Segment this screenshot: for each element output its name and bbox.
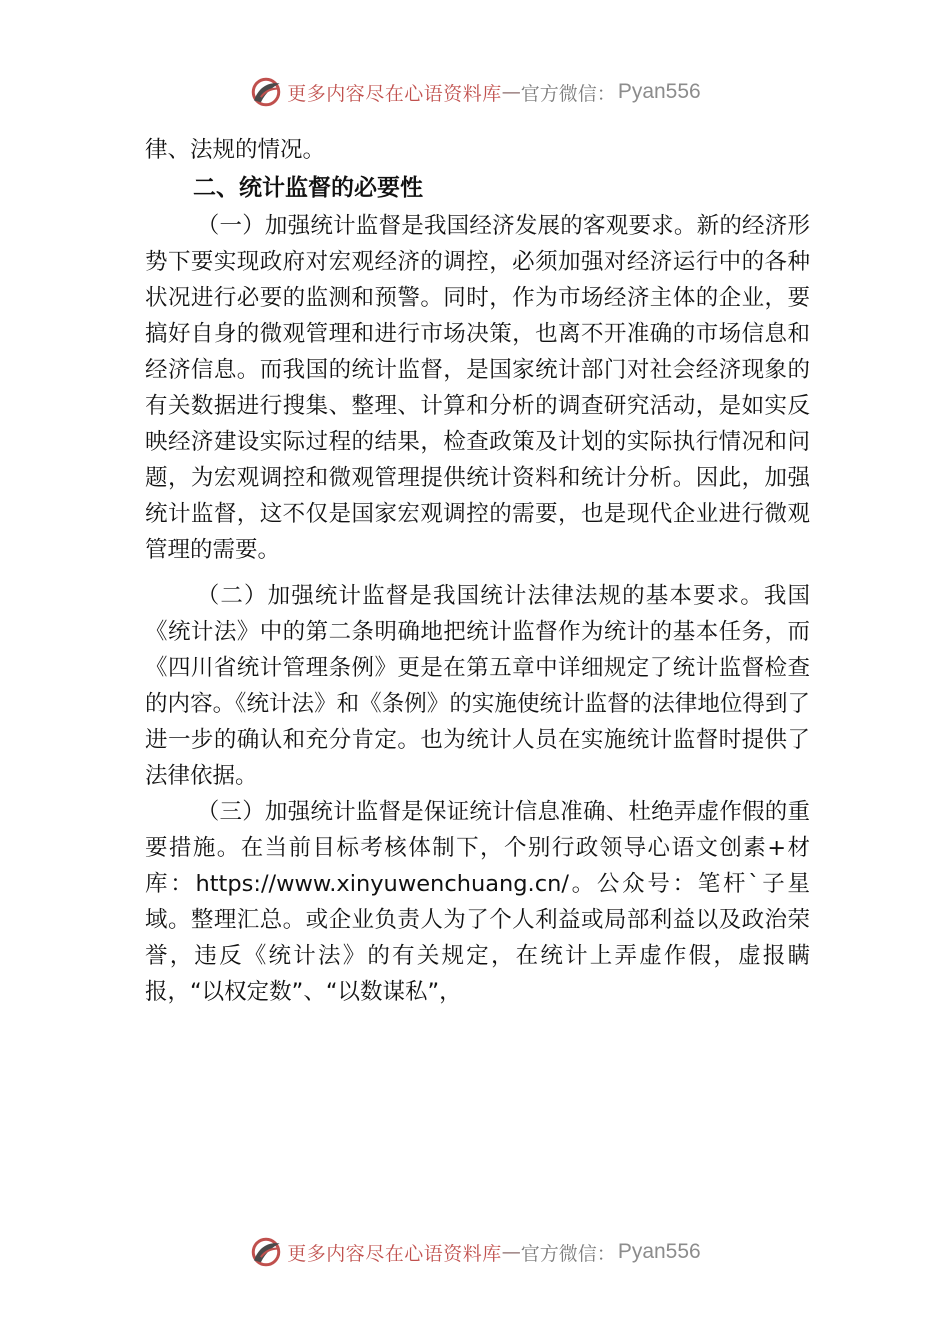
header-banner: [0, 72, 950, 112]
paragraph-continuation: 律、法规的情况。: [145, 137, 326, 163]
brand-logo-icon: [249, 75, 283, 109]
footer-banner: [0, 1232, 950, 1272]
header-banner-text: 更多内容尽在心语资料库: [287, 82, 502, 105]
header-banner-wechat-label: 官方微信：: [520, 82, 616, 105]
paragraph-3: （三）加强统计监督是保证统计信息准确、杜绝弄虚作假的重要措施。在当前目标考核体制下，个别行政领导心语文创素+材库：https://www.xinyuwenchuang.cn/。公众号：笔杆`子星域。整理汇总。或企业负责人为了个人利益或局部利益以及政治荣誉，违反《统计法》的有关规定，在统计上弄虚作假，虚报瞒报，“以权定数”、“以数谋私”，: [145, 799, 810, 1005]
footer-banner-wechat-label: 官方微信：: [520, 1242, 616, 1265]
header-banner-separator: —: [501, 81, 521, 103]
footer-banner-separator: —: [501, 1241, 521, 1263]
section-heading: 二、统计监督的必要性: [193, 175, 423, 201]
document-body: [145, 132, 810, 1010]
footer-banner-wechat-id: Pyan556: [617, 1240, 701, 1263]
paragraph-2: （二）加强统计监督是我国统计法律法规的基本要求。我国《统计法》中的第二条明确地把统计监督作为统计的基本任务，而《四川省统计管理条例》更是在第五章中详细规定了统计监督检查的内容。《统计法》和《条例》的实施使统计监督的法律地位得到了进一步的确认和充分肯定。也为统计人员在实施统计监督时提供了法律依据。: [145, 583, 810, 789]
footer-banner-text: 更多内容尽在心语资料库: [287, 1242, 502, 1265]
header-banner-wechat-id: Pyan556: [617, 80, 701, 103]
brand-logo-icon: [249, 1235, 283, 1269]
paragraph-1: （一）加强统计监督是我国经济发展的客观要求。新的经济形势下要实现政府对宏观经济的调控，必须加强对经济运行中的各种状况进行必要的监测和预警。同时，作为市场经济主体的企业，要搞好自身的微观管理和进行市场决策，也离不开准确的市场信息和经济信息。而我国的统计监督，是国家统计部门对社会经济现象的有关数据进行搜集、整理、计算和分析的调查研究活动，是如实反映经济建设实际过程的结果，检查政策及计划的实际执行情况和问题，为宏观调控和微观管理提供统计资料和统计分析。因此，加强统计监督，这不仅是国家宏观调控的需要，也是现代企业进行微观管理的需要。: [145, 213, 810, 563]
